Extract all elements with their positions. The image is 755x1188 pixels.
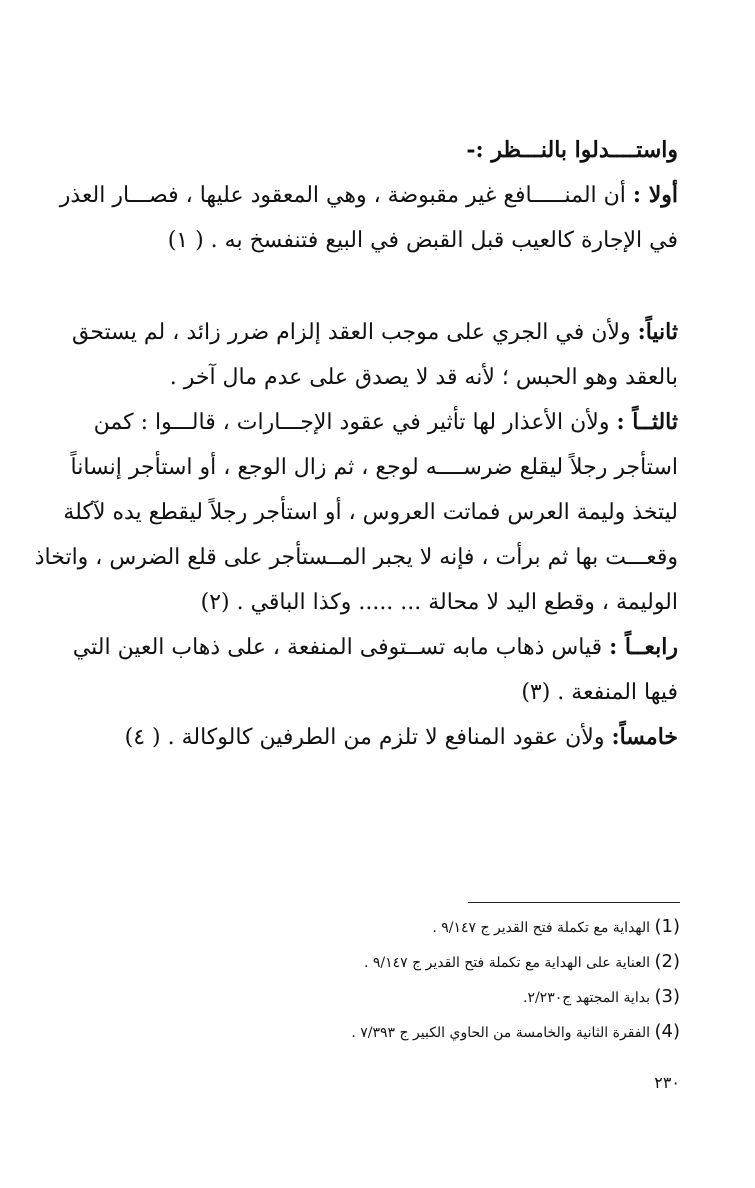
footnote-text: الهداية مع تكملة فتح القدير ج ٩/١٤٧ . xyxy=(432,920,651,936)
footnote-item xyxy=(250,980,680,1015)
point-third-line-1 xyxy=(78,400,678,445)
point-third-line-5: الوليمة ، وقطع اليد لا محالة ... ..... وكذا الباقي . (٢) xyxy=(200,590,678,615)
point-second-line-1 xyxy=(71,310,678,355)
point-label: خامساً: xyxy=(611,724,678,750)
point-label: رابعــاً : xyxy=(609,634,678,660)
footnote-item xyxy=(250,945,680,980)
point-text: أن المنـــــافع غير مقبوضة ، وهي المعقود عليها ، فصـــار العذر xyxy=(59,183,626,208)
footnote-number: (3) xyxy=(654,986,680,1007)
footnote-text: العناية على الهداية مع تكملة فتح القدير ج ٩/١٤٧ . xyxy=(364,955,651,971)
point-third-line-2: استأجر رجلاً ليقلع ضرســــه لوجع ، ثم زال الوجع ، أو استأجر إنساناً xyxy=(70,455,678,480)
footnote-number: (1) xyxy=(654,916,680,937)
point-text: ولأن عقود المنافع لا تلزم من الطرفين كالوكالة . ( ٤) xyxy=(124,725,605,750)
footnote-number: (2) xyxy=(654,951,680,972)
point-text: ولأن في الجري على موجب العقد إلزام ضرر زائد ، لم يستحق xyxy=(71,320,631,345)
page-number: ٢٣٠ xyxy=(654,1073,680,1092)
point-label: أولا : xyxy=(632,182,678,208)
point-third-line-3: ليتخذ وليمة العرس فماتت العروس ، أو استأجر رجلاً ليقطع يده لآكلة xyxy=(63,500,678,525)
footnote-number: (4) xyxy=(654,1021,680,1042)
spacer xyxy=(78,263,678,310)
footnotes xyxy=(250,910,680,1050)
point-third-line-4: وقعـــت بها ثم برأت ، فإنه لا يجبر المــستأجر على قلع الضرس ، واتخاذ xyxy=(34,545,678,570)
point-text: قياس ذهاب مابه تســتوفى المنفعة ، على ذهاب العين التي xyxy=(72,635,603,660)
point-text: ولأن الأعذار لها تأثير في عقود الإجـــارات ، قالـــوا : كمن xyxy=(93,410,610,435)
footnote-divider xyxy=(468,902,680,903)
footnote-item xyxy=(250,1015,680,1050)
point-fourth-line-1 xyxy=(72,625,678,670)
point-label: ثالثــاً : xyxy=(616,409,678,435)
point-first-line-1 xyxy=(59,173,678,218)
point-fifth-line-1 xyxy=(78,715,678,760)
point-second-line-2: بالعقد وهو الحبس ؛ لأنه قد لا يصدق على عدم مال آخر . xyxy=(169,365,678,390)
point-fourth-line-2: فيها المنفعة . (٣) xyxy=(521,680,678,705)
main-text xyxy=(34,128,678,760)
footnote-item xyxy=(250,910,680,945)
footnote-text: بداية المجتهد ج٢/٢٣٠. xyxy=(522,990,651,1006)
point-first-line-2: في الإجارة كالعيب قبل القبض في البيع فتنفسخ به . ( ١) xyxy=(167,228,678,253)
section-heading: واستــــدلوا بالنـــظر :- xyxy=(466,137,678,163)
point-label: ثانياً: xyxy=(637,319,678,345)
footnote-text: الفقرة الثانية والخامسة من الحاوي الكبير ج ٧/٣٩٣ . xyxy=(351,1025,651,1041)
